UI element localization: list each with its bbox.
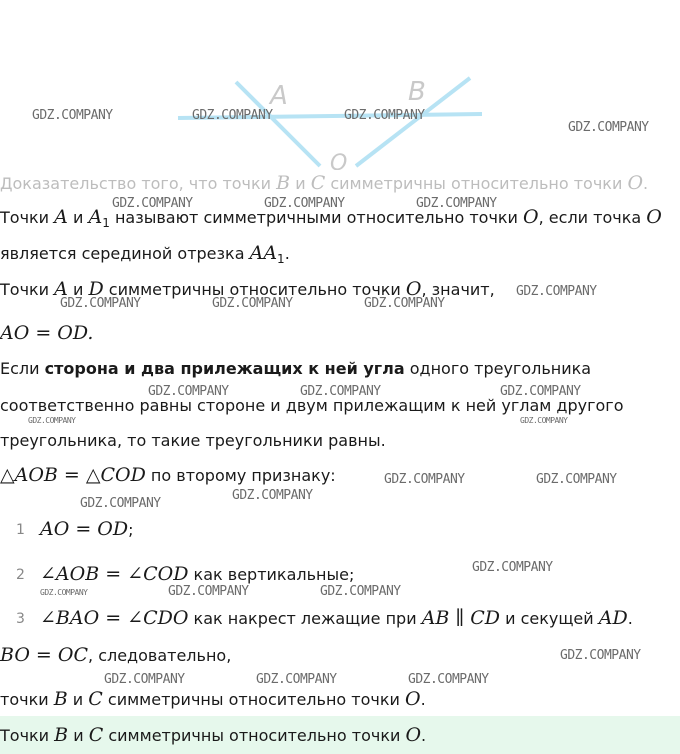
watermark: GDZ.COMPANY xyxy=(32,108,113,123)
watermark: GDZ.COMPANY xyxy=(40,588,88,597)
watermark: GDZ.COMPANY xyxy=(416,196,497,211)
watermark: GDZ.COMPANY xyxy=(500,384,581,399)
conclusion-statement: точки B и C симметричны относительно точки O. xyxy=(0,688,426,710)
equation-ao-od: AO = OD. xyxy=(0,322,94,344)
rule-line-1: Если сторона и два прилежащих к ней угла одного треугольника xyxy=(0,359,592,378)
answer-text: Точки B и C симметричны относительно точки O. xyxy=(0,724,427,746)
watermark: GDZ.COMPANY xyxy=(256,672,337,687)
watermark: GDZ.COMPANY xyxy=(344,108,425,123)
watermark: GDZ.COMPANY xyxy=(232,488,313,503)
watermark: GDZ.COMPANY xyxy=(520,416,568,425)
watermark: GDZ.COMPANY xyxy=(384,472,465,487)
watermark: GDZ.COMPANY xyxy=(568,120,649,135)
congruence-statement: △AOB = △COD по второму признаку: xyxy=(0,464,336,486)
watermark: GDZ.COMPANY xyxy=(212,296,293,311)
watermark: GDZ.COMPANY xyxy=(112,196,193,211)
label-b: B xyxy=(408,77,426,107)
list-item: ∠AOB = ∠COD как вертикальные; xyxy=(40,563,355,585)
watermark: GDZ.COMPANY xyxy=(300,384,381,399)
watermark: GDZ.COMPANY xyxy=(560,648,641,663)
watermark: GDZ.COMPANY xyxy=(28,416,76,425)
watermark: GDZ.COMPANY xyxy=(516,284,597,299)
watermark: GDZ.COMPANY xyxy=(536,472,617,487)
watermark: GDZ.COMPANY xyxy=(264,196,345,211)
label-o: O xyxy=(330,151,348,170)
watermark: GDZ.COMPANY xyxy=(320,584,401,599)
watermark: GDZ.COMPANY xyxy=(104,672,185,687)
rule-line-2: соответственно равны стороне и двум прилежащим к ней углам другого xyxy=(0,396,624,415)
watermark: GDZ.COMPANY xyxy=(408,672,489,687)
watermark: GDZ.COMPANY xyxy=(192,108,273,123)
watermark: GDZ.COMPANY xyxy=(80,496,161,511)
conclusion-equation: BO = OC, следовательно, xyxy=(0,644,232,666)
symmetry-statement: Точки A и D симметричны относительно точки O, значит, xyxy=(0,278,495,300)
definition-line-1: Точки A и $A_1$ называют симметричными относительно точки O, если точка O xyxy=(0,206,662,231)
item-number: 1 xyxy=(16,522,25,538)
watermark: GDZ.COMPANY xyxy=(148,384,229,399)
watermark: GDZ.COMPANY xyxy=(472,560,553,575)
watermark: GDZ.COMPANY xyxy=(168,584,249,599)
list-item: AO = OD; xyxy=(40,518,134,540)
answer-box xyxy=(0,716,680,754)
item-number: 3 xyxy=(16,611,25,627)
proof-heading: Доказательство того, что точки B и C симметричны относительно точки O. xyxy=(0,172,649,194)
list-item: ∠BAO = ∠CDO как накрест лежащие при AB ∥ CD и секущей AD. xyxy=(40,607,633,629)
item-number: 2 xyxy=(16,567,25,583)
definition-line-2: является серединой отрезка $AA_1$. xyxy=(0,242,290,267)
label-a: A xyxy=(270,81,288,111)
watermark: GDZ.COMPANY xyxy=(60,296,141,311)
rule-line-3: треугольника, то такие треугольники равны. xyxy=(0,431,386,450)
watermark: GDZ.COMPANY xyxy=(364,296,445,311)
